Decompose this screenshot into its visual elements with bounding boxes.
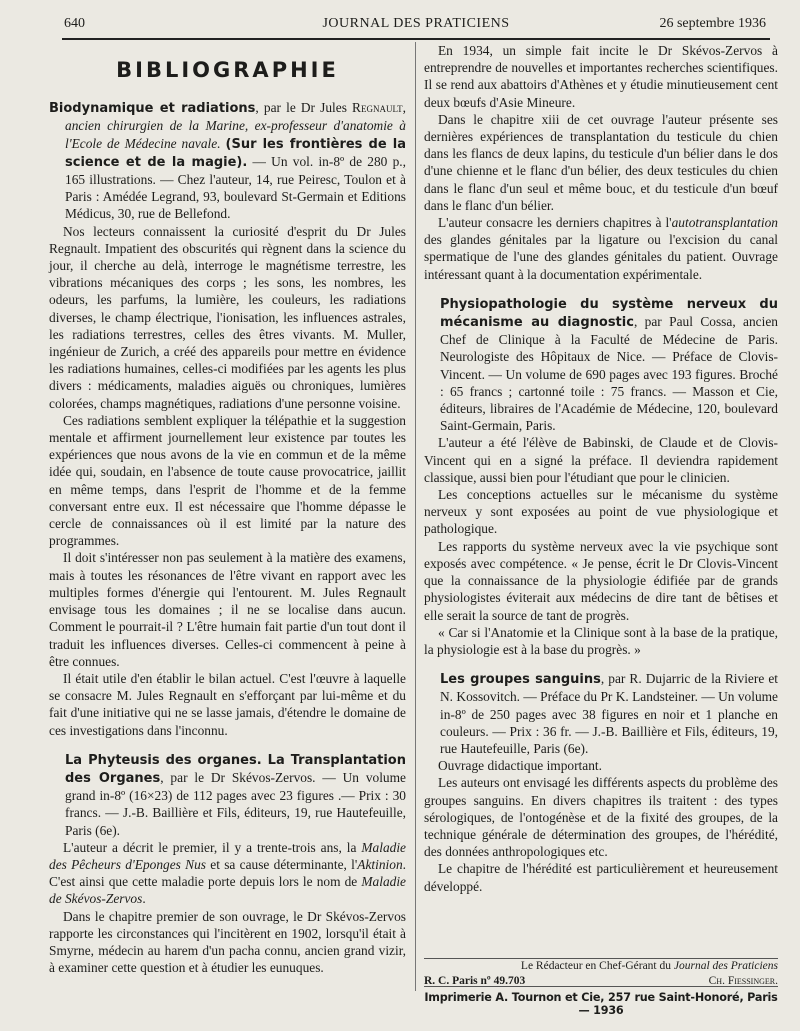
editor-line: Le Rédacteur en Chef-Gérant du Journal des Praticiens [520, 960, 778, 972]
review-biodynamique [49, 99, 406, 739]
paragraph: Il était utile d'en établir le bilan actuel. C'est l'œuvre à laquelle se consacre M. Jules Regnault en s'efforçant par lui-même et du fait d'une initiative qui ne se lasse jamais, d'étendre le domaine de ces investigations dans l'inconnu. [49, 670, 406, 738]
entry-title: Les groupes sanguins [440, 672, 601, 688]
entry-title: Physiopathologie du système nerveux du mécanisme au diagnostic [440, 296, 778, 331]
paragraph: Ces radiations semblent expliquer la télépathie et la suggestion mentale et affirment journellement leur existence par toutes les expériences que nous avons de la vie en commun et de la même idée qui, soudain, en l'absence de toute cause provocatrice, jaillit en même temps, dans l'esprit de l'homme et de la femme conversant entre eux. Il est nécessaire que l'homme dépasse le cercle de connaissances où il est limité par la nature des programmes. [49, 412, 406, 549]
review-physiopathologie [424, 295, 778, 658]
paragraph: L'auteur consacre les derniers chapitres à l'autotransplantation des glandes génitales par la ligature ou l'excision du canal spermatique de l'une des glandes génitales du patient. Ouvrage intéressant quant à la documentation expérimentale. [424, 215, 778, 282]
paragraph: Les auteurs ont envisagé les différents aspects du problème des groupes sanguins. En divers chapitres ils traitent : des types sérologiques, de l'ontogénèse et de la fixité des groupes, de la technique générale de détermination des groupes, de l'hérédité, des données anthropologiques etc. [424, 775, 778, 860]
paragraph: Les rapports du système nerveux avec la vie psychique sont exposés avec compétence. « Je pense, écrit le Dr Clovis-Vincent que la connaissance de la physiologie édifiée par de grands physiologistes éviterait aux médecins de dire tant de bêtises et elle serait la source de tant de progrès. [424, 538, 778, 623]
entry-title: La Phyteusis des organes. La Transplantation des Organes [65, 752, 406, 786]
paragraph: Il doit s'intéresser non pas seulement à la matière des examens, mais à toutes les résonances de l'être vivant en rapport avec les multiples formes d'énergie qui l'entourent. M. Jules Regnault envisage tous les domaines ; il ne se localise dans aucun. Comment le pourrait-il ? L'être humain fait partie d'un tout dont il traduit les influences diverses. Celles-ci commencent à peine à être connues. [49, 550, 406, 669]
paragraph: L'auteur a décrit le premier, il y a trente-trois ans, la Maladie des Pêcheurs d'Eponges Nus et sa cause déterminante, l'Aktinion. C'est ainsi que cette maladie porte depuis lors le nom de Maladie de Skévos-Zervos. [49, 839, 407, 907]
imprint-block [424, 948, 778, 989]
left-column [49, 42, 406, 988]
registry-line: R. C. Paris nº 49.703 Ch. Fiessinger. [424, 975, 778, 987]
paragraph: Le chapitre de l'hérédité est particulièrement et heureusement développé. [424, 861, 778, 894]
paragraph: « Car si l'Anatomie et la Clinique sont à la base de la pratique, la physiologie est à la base du progrès. » [424, 624, 778, 657]
review-phyteusis-continued [424, 42, 778, 283]
journal-title: JOURNAL DES PRATICIENS [322, 16, 510, 31]
entry-heading: Les groupes sanguins, par R. Dujarric de la Riviere et N. Kossovitch. — Préface du Pr K. Landsteiner. — Un volume in-8º de 250 pages avec 38 figures en noir et 1 planche en couleurs. — Prix : 36 fr. — J.-B. Baillière et Fils, éditeurs, 19, rue Hautefeuille, Paris (6e). [440, 671, 778, 756]
review-groupes-sanguins [424, 670, 778, 895]
entry-heading: Physiopathologie du système nerveux du mécanisme au diagnostic, par Paul Cossa, ancien Chef de Clinique à la Faculté de Médecine de Paris. Neurologiste des Hôpitaux de Nice. — Préface de Clovis-Vincent. — Un volume de 690 pages avec 193 figures. Broché : 65 francs ; cartonné toile : 75 francs. — Masson et Cie, éditeurs, libraires de l'Académie de Médecine, 120, boulevard Saint-Germain, Paris. [440, 296, 778, 434]
section-title: BIBLIOGRAPHIE [116, 58, 339, 82]
entry-heading: La Phyteusis des organes. La Transplantation des Organes, par le Dr Skévos-Zervos. — Un volume grand in-8º (16×23) de 112 pages avec 23 figures .— Prix : 30 francs. — J.-B. Baillière et Fils, éditeurs, 19, rue Hautefeuille, Paris (6e). [65, 752, 406, 838]
column-divider [415, 42, 416, 991]
printer-credit: Imprimerie A. Tournon et Cie, 257 rue Saint-Honoré, Paris — 1936 [424, 986, 778, 1017]
running-header [62, 14, 770, 40]
issue-date: 26 septembre 1936 [659, 16, 766, 31]
paragraph: En 1934, un simple fait incite le Dr Skévos-Zervos à entreprendre de nouvelles et importantes recherches scientifiques. Il se rend aux abattoirs d'Athènes et y étudie minutieusement cent deux bœufs d'Asie Mineure. [424, 43, 778, 110]
paragraph: Les conceptions actuelles sur le mécanisme du système nerveux y sont exposées au point de vue physiologique et pathologique. [424, 487, 778, 537]
paragraph: Dans le chapitre xiii de cet ouvrage l'auteur présente ses dernières expériences de transplantation du testicule du chien dans les flancs de deux lapins, du testicule d'un bélier dans le dos d'une chienne et le flanc d'un bélier, des deux testicules du chien dans le flanc d'un seul et même bouc, et du testicule d'un bœuf dans le flanc d'un bélier. [424, 111, 778, 213]
right-column [424, 42, 778, 907]
paragraph: L'auteur a été l'élève de Babinski, de Claude et de Clovis-Vincent qui en a signé la préface. Il deviendra rapidement classique, aussi bien pour l'étudiant que pour le clinicien. [424, 435, 778, 485]
entry-heading: Biodynamique et radiations, par le Dr Jules Regnault, ancien chirurgien de la Marine, ex-professeur d'anatomie à l'Ecole de Médecine navale. (Sur les frontières de la science et de la magie). — Un vol. in-8º de 280 p., 165 illustrations. — Chez l'auteur, 14, rue Peiresc, Toulon et à Paris : Amédée Legrand, 93, boulevard St-Germain et Editions Médicus, 30, rue de Bellefond. [49, 100, 406, 222]
paragraph: Dans le chapitre premier de son ouvrage, le Dr Skévos-Zervos rapporte les circonstances qui l'incitèrent en 1902, lorsqu'il était à Smyrne, médecin au harem d'un pacha connu, ancien grand vizir, à examiner cette question et à étudier les eunuques. [49, 908, 406, 976]
entry-title: Biodynamique et radiations [49, 101, 256, 117]
paragraph: Ouvrage didactique important. [438, 758, 602, 774]
page-number: 640 [64, 16, 85, 31]
review-phyteusis [49, 751, 406, 977]
paragraph: Nos lecteurs connaissent la curiosité d'esprit du Dr Jules Regnault. Impatient des obscurités qui règnent dans la science du jour, il cherche au delà, interroge le magnétisme terrestre, les vibrations mécaniques des corps ; les sons, les nombres, les odeurs, les parfums, la lumière, les couleurs, les radiations diverses, le champ électrique, l'ionisation, les influences astrales, les radiations terrestres, celles des êtres vivants. M. Muller, ingénieur de Zurich, a créé des appareils pour mettre en évidence les radiations humaines, celles-ci modifiées par les agents les plus divers : médicaments, maladies aiguës ou chroniques, lumières colorées, champs magnétiques, radiations d'une personne voisine. [49, 223, 406, 411]
